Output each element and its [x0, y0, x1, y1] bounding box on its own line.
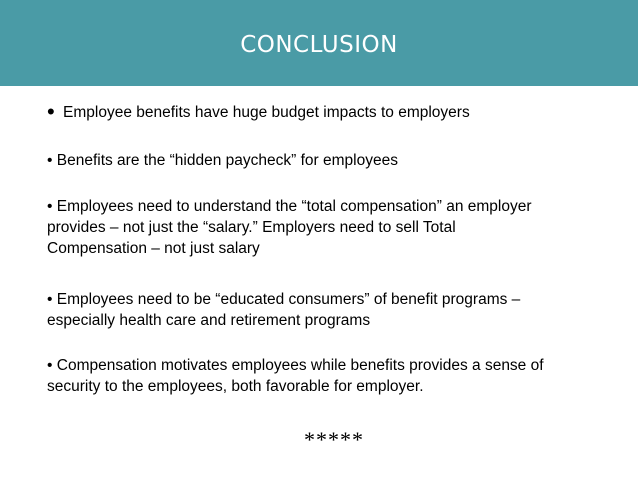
bullet-line: Compensation – not just salary — [47, 240, 260, 257]
bullet-item — [47, 150, 622, 171]
bullet-line: provides – not just the “salary.” Employers need to sell Total — [47, 219, 456, 236]
bullet-icon: • — [47, 357, 53, 374]
bullet-text: Employees need to be “educated consumers” of benefit programs – — [56, 291, 521, 308]
bullet-text: Compensation motivates employees while benefits provides a sense of — [56, 357, 544, 374]
bullet-line: security to the employees, both favorable for employer. — [47, 378, 424, 395]
bullet-text: Employee benefits have huge budget impacts to employers — [63, 104, 470, 121]
bullet-line — [47, 196, 622, 217]
bullet-icon: • — [47, 198, 53, 215]
bullet-item — [47, 355, 622, 397]
bullet-line — [47, 289, 622, 310]
bullet-text: Benefits are the “hidden paycheck” for employees — [56, 152, 398, 169]
title-bar — [0, 0, 638, 86]
closing-stars: ***** — [304, 427, 364, 452]
bullet-icon: • — [47, 152, 53, 169]
bullet-text: Employees need to understand the “total compensation” an employer — [56, 198, 532, 215]
bullet-item — [47, 289, 622, 331]
slide-title: CONCLUSION — [240, 32, 398, 58]
bullet-line: especially health care and retirement programs — [47, 312, 371, 329]
bullet-item — [47, 196, 622, 259]
bullet-line — [47, 355, 622, 376]
bullet-item — [47, 101, 622, 123]
bullet-icon: • — [47, 291, 53, 308]
bullet-icon: • — [47, 99, 55, 124]
